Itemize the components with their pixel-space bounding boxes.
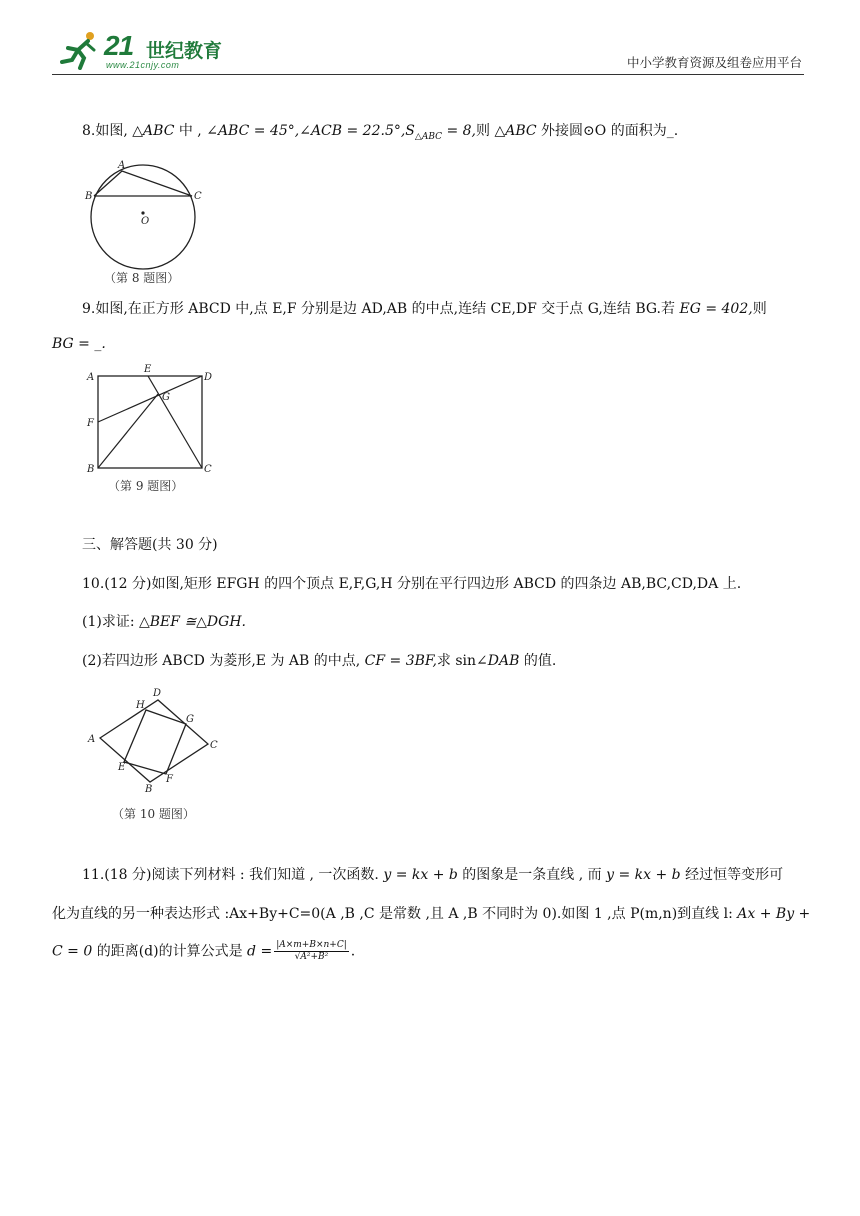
q11-line1-a: 11.(18 分)阅读下列材料 : 我们知道 , 一次函数. xyxy=(82,867,384,883)
q9-math2: BG = _. xyxy=(52,336,106,352)
distance-fraction xyxy=(274,940,349,963)
logo-url: www.21cnjy.com xyxy=(106,60,180,70)
q11-line3-math: C = 0 xyxy=(52,943,93,960)
q9-line1-end: 则 xyxy=(752,301,767,317)
page-header xyxy=(52,28,804,75)
q9-caption: （第 9 题图） xyxy=(108,479,184,493)
segment-df xyxy=(98,376,202,422)
center-point xyxy=(141,211,144,214)
question-10-line-1 xyxy=(82,573,741,595)
question-9-line-1 xyxy=(82,298,767,320)
q8-math-d: △ABC xyxy=(494,123,537,139)
label-f: F xyxy=(87,418,94,429)
logo-number: 21 xyxy=(104,30,134,61)
label-f: F xyxy=(166,774,173,785)
triangle-abc xyxy=(94,171,192,196)
fraction-numerator: |A×m+B×n+C| xyxy=(276,940,347,950)
q11-d-equals: d = xyxy=(247,943,273,960)
question-9-line-2 xyxy=(52,333,106,355)
q10-part2-text-a: (2)若四边形 ABCD 为菱形,E 为 AB 的中点, xyxy=(82,653,365,669)
q10-caption: （第 10 题图） xyxy=(112,807,195,821)
q10-part1-math: △BEF ≅△DGH. xyxy=(139,614,247,630)
platform-name: 中小学教育资源及组卷应用平台 xyxy=(626,55,802,70)
label-b: B xyxy=(85,191,93,202)
q8-text-d: 外接圆⊙O 的面积为_. xyxy=(536,123,679,139)
square-abcd xyxy=(98,376,202,468)
q11-line1-b: 的图象是一条直线 , 而 xyxy=(457,867,607,883)
q10-figure xyxy=(82,686,232,826)
q10-part2-math: CF = 3BF, xyxy=(364,653,437,669)
label-b: B xyxy=(145,784,153,795)
q8-math-c: = 8, xyxy=(442,123,476,139)
label-c: C xyxy=(210,740,218,751)
q8-math-a: △ABC xyxy=(132,123,175,139)
q10-line1: 10.(12 分)如图,矩形 EFGH 的四个顶点 E,F,G,H 分别在平行四边形 ABCD 的四条边 AB,BC,CD,DA 上. xyxy=(82,576,742,592)
q8-figure xyxy=(82,158,212,288)
question-11-line-1 xyxy=(82,864,783,886)
q11-line3-end: . xyxy=(350,943,356,960)
segment-ce xyxy=(148,376,202,468)
q10-part2-math-b: DAB xyxy=(487,653,520,669)
label-c: C xyxy=(204,464,212,475)
q10-part1-text: (1)求证: xyxy=(82,614,139,630)
label-g: G xyxy=(186,714,194,725)
q8-math-sub: △ABC xyxy=(414,131,442,142)
q8-caption: （第 8 题图） xyxy=(104,271,180,285)
q9-math1: EG = 402, xyxy=(679,301,753,317)
label-a: A xyxy=(118,160,126,171)
segment-bg xyxy=(98,394,158,468)
q11-math1: y = kx + b xyxy=(383,867,458,883)
label-a: A xyxy=(87,372,95,383)
q11-math2: y = kx + b xyxy=(606,867,681,883)
q8-text-b: 中 , xyxy=(174,123,207,139)
label-e: E xyxy=(118,762,126,773)
q11-line3-a: 的距离(d)的计算公式是 xyxy=(92,943,248,960)
q8-math-b: ∠ABC = 45°,∠ACB = 22.5°,S xyxy=(206,123,415,139)
question-10-part-1 xyxy=(82,611,246,633)
q9-line1: 9.如图,在正方形 ABCD 中,点 E,F 分别是边 AD,AB 的中点,连结 CE,DF 交于点 G,连结 BG.若 xyxy=(82,301,680,317)
q11-line2-math: Ax + By + xyxy=(737,906,811,922)
section-title: 三、解答题(共 30 分) xyxy=(82,537,218,553)
q8-text-a: 8.如图, xyxy=(82,123,133,139)
q11-line1-c: 经过恒等变形可 xyxy=(680,867,784,883)
question-8 xyxy=(82,120,678,148)
label-c: C xyxy=(194,191,202,202)
q10-part2-text-c: 的值. xyxy=(519,653,557,669)
label-a: A xyxy=(88,734,96,745)
question-11-line-2 xyxy=(52,903,810,925)
label-d: D xyxy=(153,688,162,699)
label-h: H xyxy=(136,700,145,711)
question-11-line-3 xyxy=(52,940,355,963)
label-d: D xyxy=(204,372,213,383)
logo xyxy=(60,28,240,72)
label-e: E xyxy=(144,364,152,375)
q10-part2-text-b: 求 sin∠ xyxy=(436,653,488,669)
fraction-denominator: √A²+B² xyxy=(294,952,329,962)
label-b: B xyxy=(87,464,95,475)
q8-text-c: 则 xyxy=(476,123,495,139)
runner-icon xyxy=(60,30,104,70)
q11-line2-a: 化为直线的另一种表达形式 :Ax+By+C=0(A ,B ,C 是常数 ,且 A ,B 不同时为 0).如图 1 ,点 P(m,n)到直线 l: xyxy=(52,906,738,922)
logo-text: 世纪教育 xyxy=(146,40,223,62)
section-3-title xyxy=(82,534,218,556)
q9-figure xyxy=(82,362,217,498)
label-o: O xyxy=(141,216,150,227)
label-g: G xyxy=(162,392,170,403)
question-10-part-2 xyxy=(82,650,556,672)
